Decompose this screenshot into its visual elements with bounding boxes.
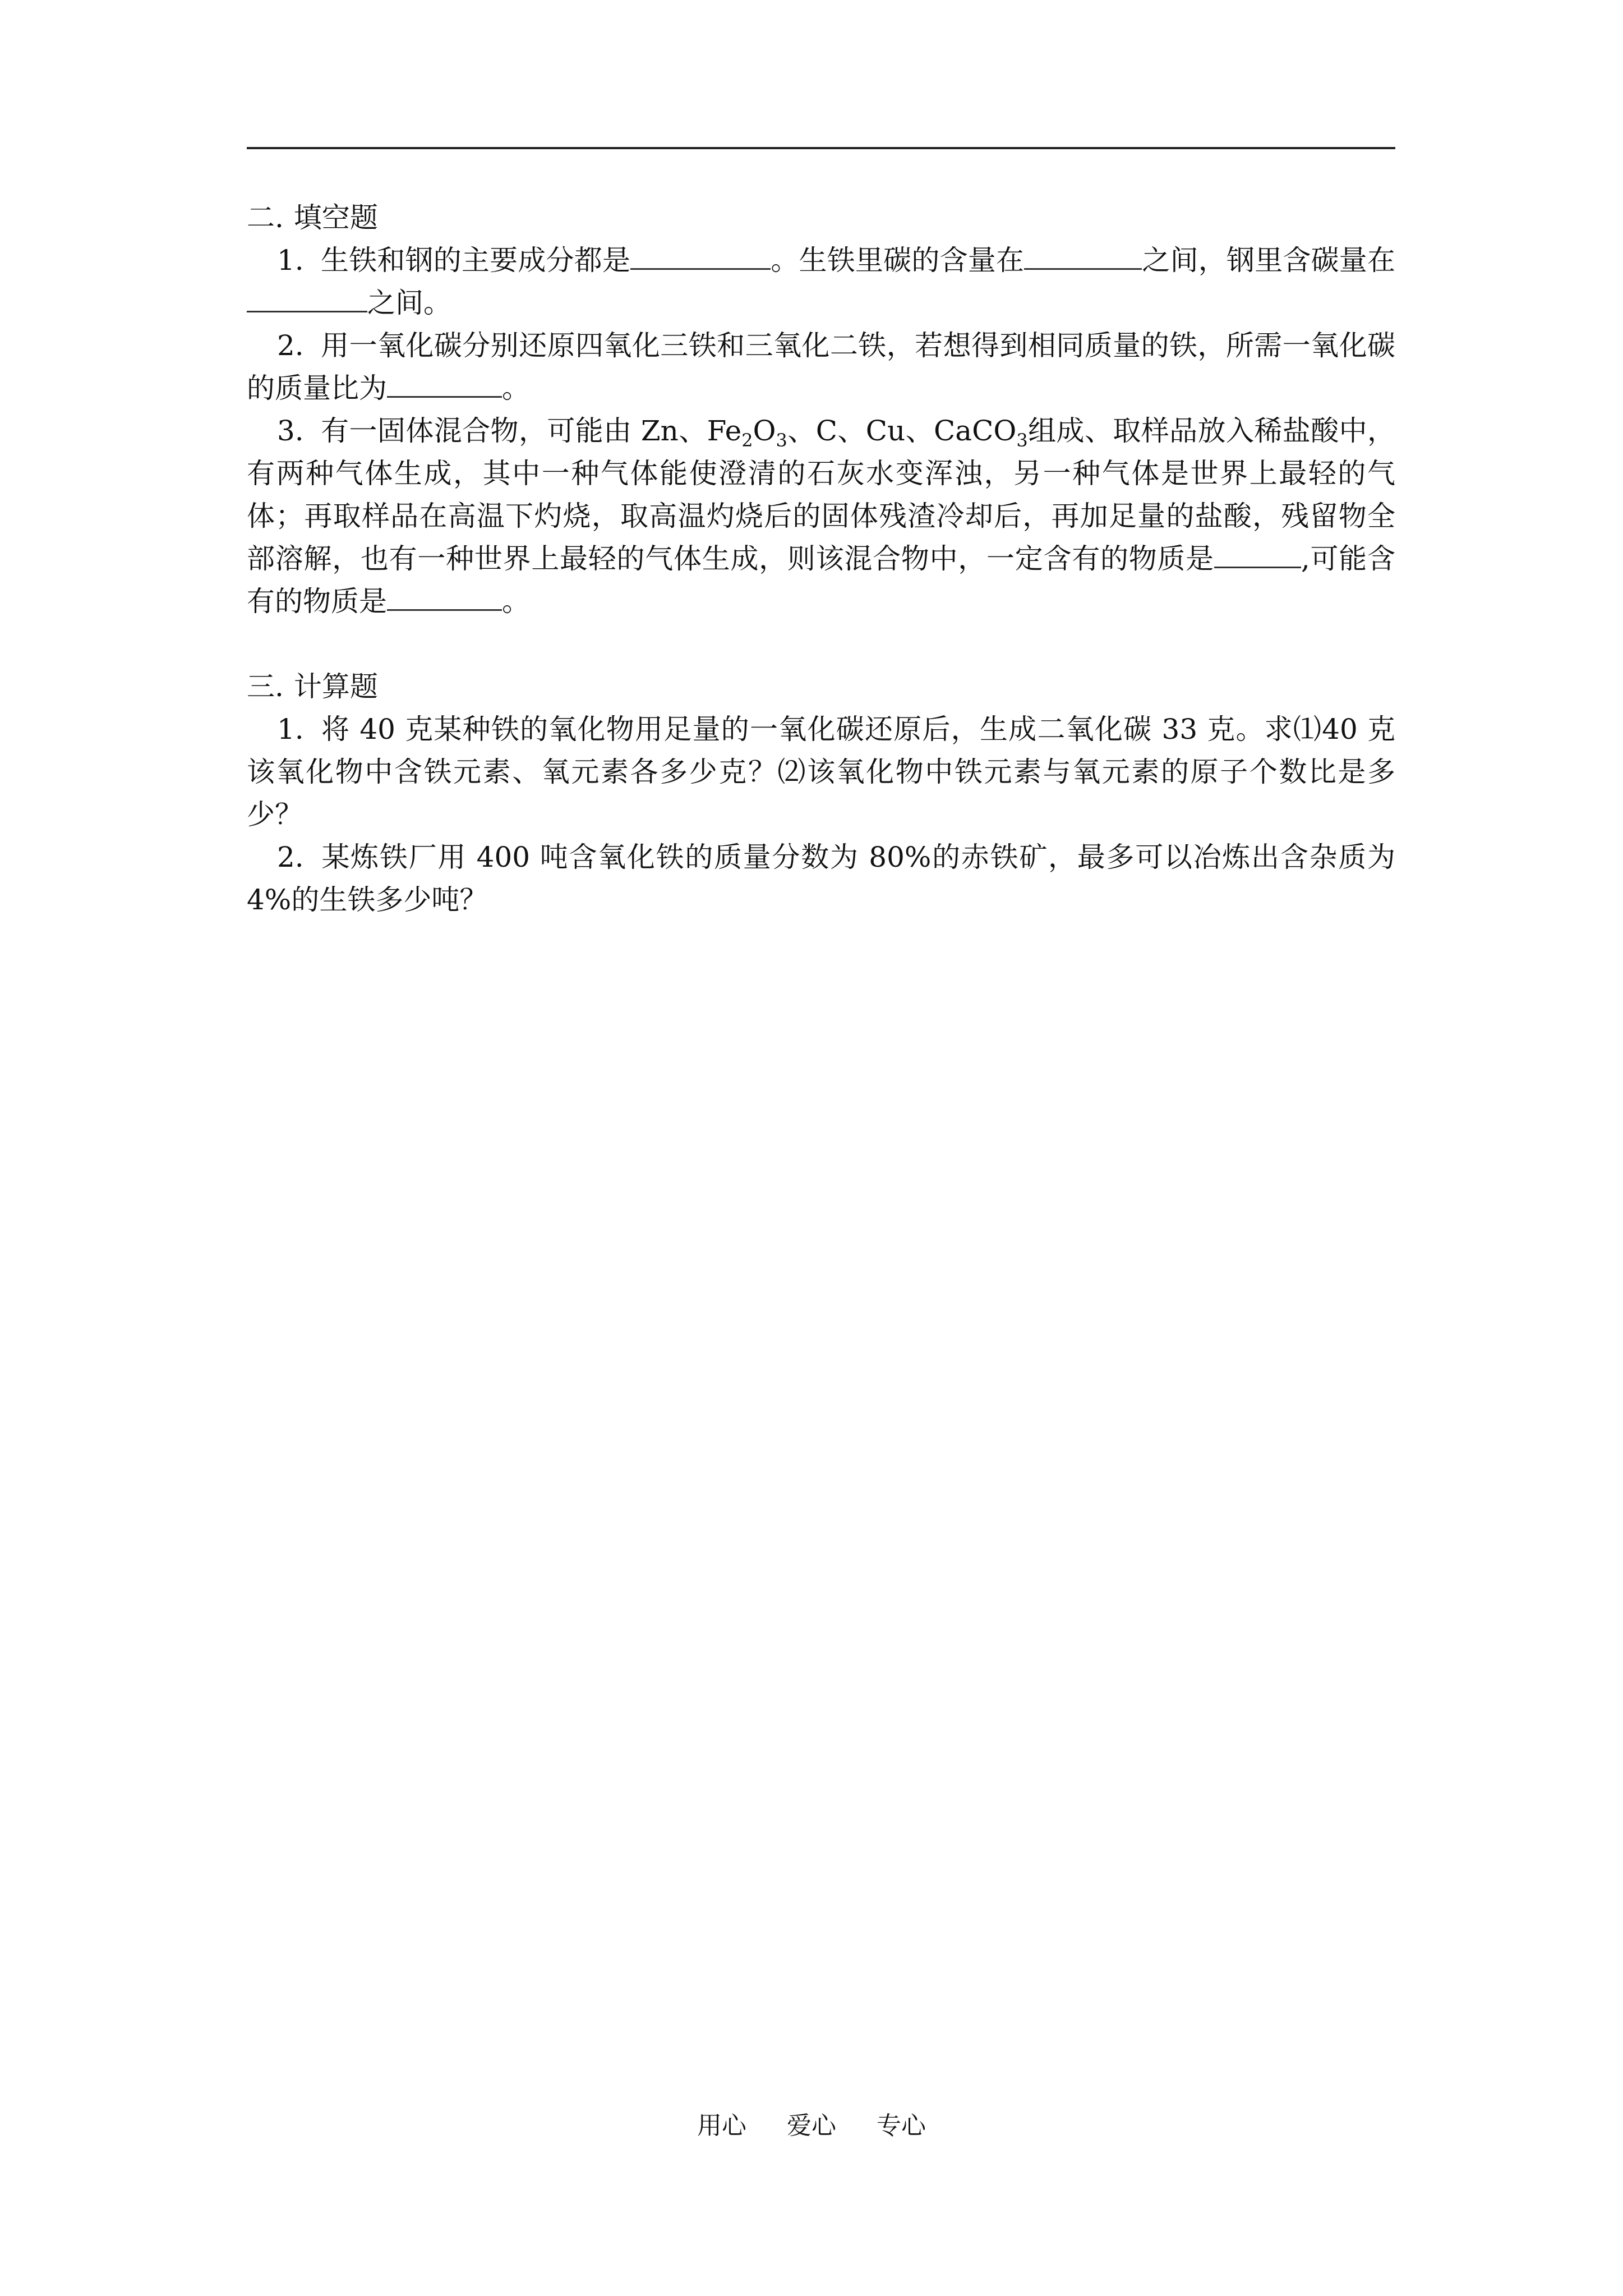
subscript: 3 [776,430,787,451]
subscript: 3 [1016,430,1028,451]
question-number: 2. [277,841,304,873]
question-text: 将 40 克某种铁的氧化物用足量的一氧化碳还原后，生成二氧化碳 33 克。求⑴40 克该氧化物中含铁元素、氧元素各多少克？⑵该氧化物中铁元素与氧元素的原子个数比是多少？ [247,713,1395,831]
question-1 [247,239,1395,324]
question-number: 1. [277,244,304,277]
question-1 [247,708,1395,836]
answer-blank[interactable] [247,282,367,312]
question-3 [247,409,1395,623]
question-number: 2. [277,329,304,362]
question-text: 。生铁里碳的含量在 [771,244,1025,277]
section-title-text: 计算题 [293,670,378,703]
question-2 [247,836,1395,921]
answer-blank[interactable] [1024,239,1142,270]
section-title-text: 填空题 [293,201,378,234]
question-2 [247,324,1395,409]
header-rule [247,147,1395,149]
question-text: 生铁和钢的主要成分都是 [320,244,631,277]
answer-blank[interactable] [387,580,502,611]
section-title [247,196,1395,239]
section-number: 二. [247,201,284,234]
footer-word: 爱心 [787,2111,836,2140]
question-text: 有一固体混合物，可能由 Zn、Fe [320,415,742,447]
section-spacer [247,623,1395,665]
question-text: 之间，钢里含碳量在 [1142,244,1396,277]
section-number: 三. [247,670,284,703]
answer-blank[interactable] [1214,537,1301,568]
document-body [247,196,1395,921]
question-text: ,可能含有的物质是 [247,542,1395,618]
section-title [247,665,1395,708]
question-text: 组成、取样品放入稀盐酸中，有两种气体生成，其中一种气体能使澄清的石灰水变浑浊，另一种气体是世界上最轻的气体；再取样品在高温下灼烧，取高温灼烧后的固体残渣冷却后，再加足量的盐酸，残留物全部溶解，也有一种世界上最轻的气体生成，则该混合物中，一定含有的物质是 [247,415,1396,575]
answer-blank[interactable] [630,239,771,270]
answer-blank[interactable] [387,367,502,398]
question-number: 1. [277,713,304,746]
page-footer [0,2109,1623,2143]
question-text: 。 [502,585,530,618]
section-fill-in-blank [247,196,1395,623]
question-text: O [753,415,776,447]
subscript: 2 [741,430,753,451]
question-text: 之间。 [367,287,451,319]
question-text: 。 [502,372,530,404]
footer-word: 用心 [697,2111,746,2140]
question-text: 某炼铁厂用 400 吨含氧化铁的质量分数为 80%的赤铁矿，最多可以冶炼出含杂质为 4%的生铁多少吨？ [247,841,1395,916]
footer-word: 专心 [877,2111,926,2140]
section-calculation [247,665,1395,921]
question-number: 3. [277,415,304,447]
question-text: 、C、Cu、CaCO [787,415,1017,447]
question-text: 用一氧化碳分别还原四氧化三铁和三氧化二铁，若想得到相同质量的铁，所需一氧化碳的质量比为 [247,329,1395,404]
